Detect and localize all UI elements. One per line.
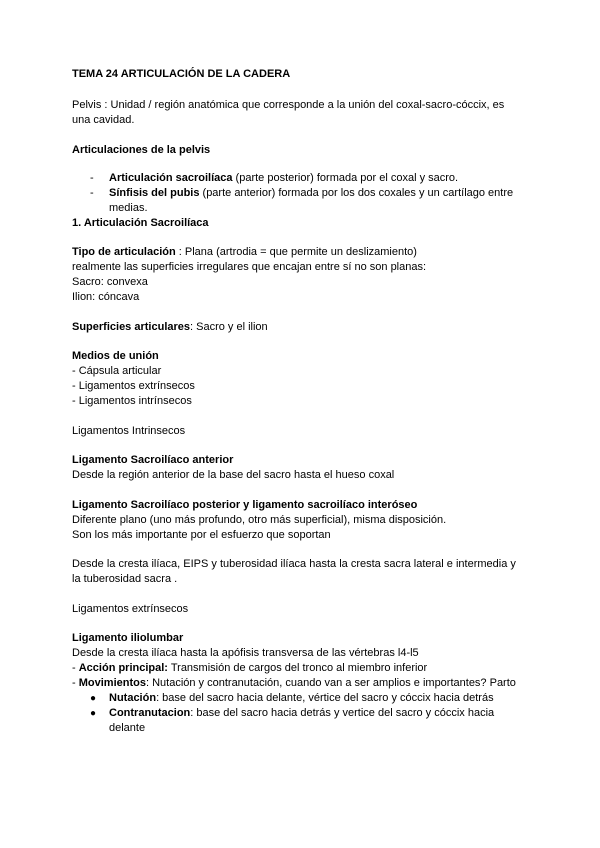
item-text: : base del sacro hacia detrás y vertice del sacro y cóccix hacia — [190, 707, 495, 719]
item-text: (parte posterior) formada por el coxal y sacro. — [232, 171, 459, 184]
cresta-line-2: la tuberosidad sacra . — [72, 573, 178, 585]
superficies-label: Superficies articulares — [72, 320, 191, 333]
tipo-articulacion — [72, 245, 540, 305]
item-bold: Sínfisis del pubis — [109, 186, 200, 199]
item-bold: Articulación sacroilíaca — [109, 171, 233, 184]
movimientos-label: Movimientos — [78, 677, 146, 689]
item-continuation: medias. — [109, 201, 148, 214]
ligamentos-intrinsecos-label: Ligamentos Intrinsecos — [72, 424, 186, 437]
ligamento-posterior-line-1: Diferente plano (uno más profundo, otro más superficial), misma disposición. — [72, 513, 447, 526]
cresta-line-1: Desde la cresta ilíaca, EIPS y tuberosidad ilíaca hasta la cresta sacra lateral e intermedia y — [72, 558, 516, 570]
medios-item: - Ligamentos intrínsecos — [72, 395, 192, 407]
pelvis-line-2: una cavidad. — [72, 114, 135, 126]
pelvis-line-1: Pelvis : Unidad / región anatómica que corresponde a la unión del coxal-sacro-cóccix, es — [72, 99, 505, 111]
accion-label: Acción principal: — [78, 662, 168, 674]
articulaciones-list — [72, 171, 540, 216]
ligamento-anterior-heading: Ligamento Sacroilíaco anterior — [72, 454, 234, 466]
list-item — [72, 186, 540, 216]
ligamentos-extrinsecos-label: Ligamentos extrínsecos — [72, 602, 189, 615]
cresta-paragraph — [72, 557, 540, 587]
tipo-text: : Plana (artrodia = que permite un deslizamiento) — [175, 246, 417, 258]
list-item — [72, 706, 540, 736]
accion-principal: - Acción principal: Transmisión de cargos del tronco al miembro inferior — [72, 662, 428, 674]
item-text: (parte anterior) formada por los dos coxales y un cartílago entre — [199, 186, 514, 199]
tipo-label: Tipo de articulación — [72, 246, 176, 258]
superficies-text: : Sacro y el ilion — [190, 320, 268, 333]
movimientos: - Movimientos: Nutación y contranutación, cuando van a ser amplios e importantes? Parto — [72, 677, 516, 689]
list-item — [72, 691, 540, 706]
item-continuation: delante — [109, 722, 146, 734]
iliolumbar-heading: Ligamento iliolumbar — [72, 632, 184, 644]
ligamento-posterior-line-2: Son los más importante por el esfuerzo que soportan — [72, 528, 331, 541]
medios-union — [72, 349, 540, 409]
movimientos-text: : Nutación y contranutación, cuando van a ser amplios e importantes? Parto — [145, 677, 516, 689]
pelvis-definition — [72, 98, 540, 128]
accion-text: Transmisión de cargos del tronco al miembro inferior — [167, 662, 428, 674]
ligamento-posterior — [72, 498, 540, 543]
ligamento-anterior — [72, 453, 540, 483]
movimientos-list — [72, 691, 540, 736]
medios-item: - Ligamentos extrínsecos — [72, 380, 195, 392]
tipo-line-2: realmente las superficies irregulares que encajan entre sí no son planas: — [72, 261, 427, 273]
ligamento-posterior-heading: Ligamento Sacroilíaco posterior y ligamento sacroilíaco interóseo — [72, 498, 418, 511]
tipo-line-4: Ilion: cóncava — [72, 291, 140, 303]
section-1-heading: 1. Articulación Sacroilíaca — [72, 216, 209, 229]
item-bold: Contranutacion — [109, 707, 191, 719]
page-title: TEMA 24 ARTICULACIÓN DE LA CADERA — [72, 68, 291, 80]
ligamento-iliolumbar — [72, 631, 540, 736]
list-item — [72, 171, 540, 186]
ligamento-anterior-text: Desde la región anterior de la base del sacro hasta el hueso coxal — [72, 469, 395, 481]
tipo-line-3: Sacro: convexa — [72, 276, 148, 288]
iliolumbar-line-1: Desde la cresta ilíaca hasta la apófisis transversa de las vértebras l4-l5 — [72, 647, 419, 659]
medios-item: - Cápsula articular — [72, 365, 162, 377]
superficies-articulares — [72, 320, 540, 335]
tipo-line-1 — [72, 245, 540, 260]
medios-heading: Medios de unión — [72, 350, 159, 362]
articulaciones-heading: Articulaciones de la pelvis — [72, 143, 211, 156]
item-text: : base del sacro hacia delante, vértice del sacro y cóccix hacia detrás — [156, 692, 494, 704]
item-bold: Nutación — [109, 692, 157, 704]
